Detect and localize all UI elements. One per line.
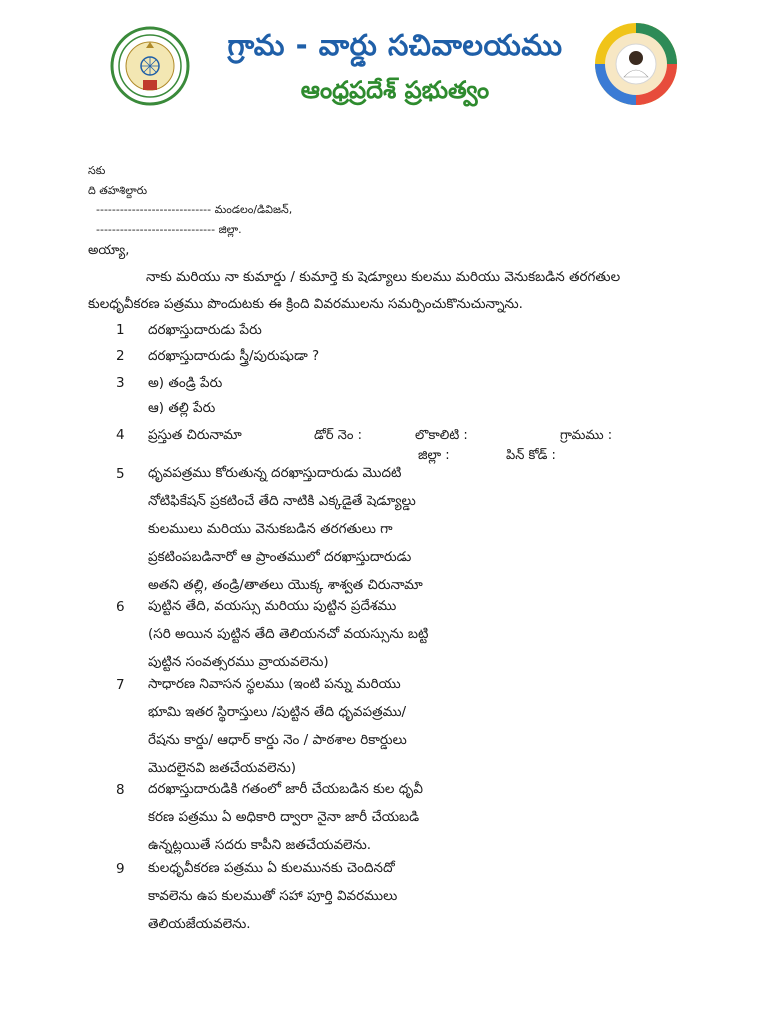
item-line: ప్రకటింపబడినారో ఆ ప్రాంతములో దరఖాస్తుదారుడు	[148, 549, 412, 565]
item-line: కావలెను ఉప కులముతో సహా పూర్తి వివరములు	[148, 888, 398, 904]
government-title: ఆంధ్రప్రదేశ్ ప్రభుత్వం	[300, 76, 490, 104]
item-number: 2	[116, 348, 125, 364]
door-number-field: డోర్ నెం :	[314, 428, 362, 443]
item-line: కులములు మరియు వెనుకబడిన తరగతులు గా	[148, 521, 393, 537]
item-previous-certificate	[148, 775, 490, 859]
salutation: అయ్యా,	[88, 243, 130, 258]
item-residence	[148, 670, 490, 782]
item-number: 6	[116, 599, 125, 615]
item-line: కులధృవీకరణ పత్రము ఏ కులమునకు చెందినదో	[148, 860, 395, 876]
village-field: గ్రామము :	[560, 428, 613, 443]
office-tahsildar: ది తహశిల్దారు	[88, 184, 148, 197]
item-line: పుట్టిన తేది, వయస్సు మరియు పుట్టిన ప్రదేశము	[148, 598, 397, 614]
mandal-line: ----------------------------- మండలం/డివిజన్,	[96, 203, 293, 216]
item-line: అతని తల్లి, తండ్రి/తాతలు యొక్క శాశ్వత చిరునామా	[148, 577, 423, 593]
intro-line-1: నాకు మరియు నా కుమార్డు / కుమార్తె కు షెడ్యూలు కులము మరియు వెనుకబడిన తరగతుల	[146, 269, 621, 285]
intro-line-2: కులధృవీకరణ పత్రము పొందుటకు ఈ క్రింది వివరములను సమర్పించుకొనుచున్నాను.	[88, 296, 523, 312]
item-line: మొదలైనవి జతచేయవలెను)	[148, 760, 297, 776]
item-mother-name: ఆ) తల్లి పేరు	[148, 400, 216, 416]
item-line: తెలియజేయవలెను.	[148, 916, 251, 932]
item-number: 1	[116, 322, 125, 338]
ap-state-emblem-icon	[110, 26, 190, 106]
item-number: 9	[116, 861, 125, 877]
item-present-address: ప్రస్తుత చిరునామా	[148, 427, 242, 443]
item-number: 8	[116, 782, 125, 798]
pincode-field: పిన్ కోడ్ :	[506, 448, 556, 463]
item-line: సాధారణ నివాసన స్థలము (ఇంటి పన్ను మరియు	[148, 676, 401, 692]
item-line: రేషను కార్డు/ ఆధార్ కార్డు నెం / పాఠశాల రికార్డులు	[148, 732, 407, 748]
item-line: ధృవపత్రము కోరుతున్న దరఖాస్తుదారుడు మొదటి	[148, 465, 402, 481]
item-number: 7	[116, 677, 125, 693]
item-line: పుట్టిన సంవత్సరము వ్రాయవలెను)	[148, 654, 329, 670]
item-line: (సరి అయిన పుట్టిన తేది తెలియనచో వయస్సును బట్టి	[148, 626, 429, 642]
item-line: భూమి ఇతర స్థిరాస్తులు /పుట్టిన తేది ధృవపత్రము/	[148, 704, 407, 720]
item-number: 4	[116, 427, 125, 443]
item-line: నోటిఫికేషన్ ప్రకటించే తేది నాటికి ఎక్కడైతే షెడ్యూల్డు	[148, 493, 416, 509]
item-line: ఉన్నట్లయితే సదరు కాపీని జతచేయవలెను.	[148, 837, 372, 853]
chief-minister-photo-seal	[594, 22, 678, 106]
locality-field: లొకాలిటి :	[415, 428, 468, 443]
department-title: గ్రామ - వార్డు సచివాలయము	[227, 28, 563, 62]
item-number: 3	[116, 375, 125, 391]
item-permanent-address	[148, 459, 490, 599]
item-applicant-name: దరఖాస్తుదారుడు పేరు	[148, 322, 262, 338]
district-line: ------------------------------ జిల్లా.	[96, 223, 242, 236]
to-label: సకు	[88, 164, 106, 177]
item-number: 5	[116, 466, 125, 482]
item-line: కరణ పత్రము ఏ అధికారి ద్వారా నైనా జారీ చేయబడి	[148, 809, 420, 825]
item-father-name: అ) తండ్రి పేరు	[148, 375, 223, 391]
item-line: దరఖాస్తుదారుడికి గతంలో జారీ చేయబడిన కుల ధృవీ	[148, 781, 423, 797]
district-field: జిల్లా :	[418, 448, 450, 463]
item-date-of-birth	[148, 592, 490, 676]
item-applicant-gender: దరఖాస్తుదారుడు స్త్రీ/పురుషుడా ?	[148, 348, 320, 364]
item-caste-details	[148, 854, 490, 938]
